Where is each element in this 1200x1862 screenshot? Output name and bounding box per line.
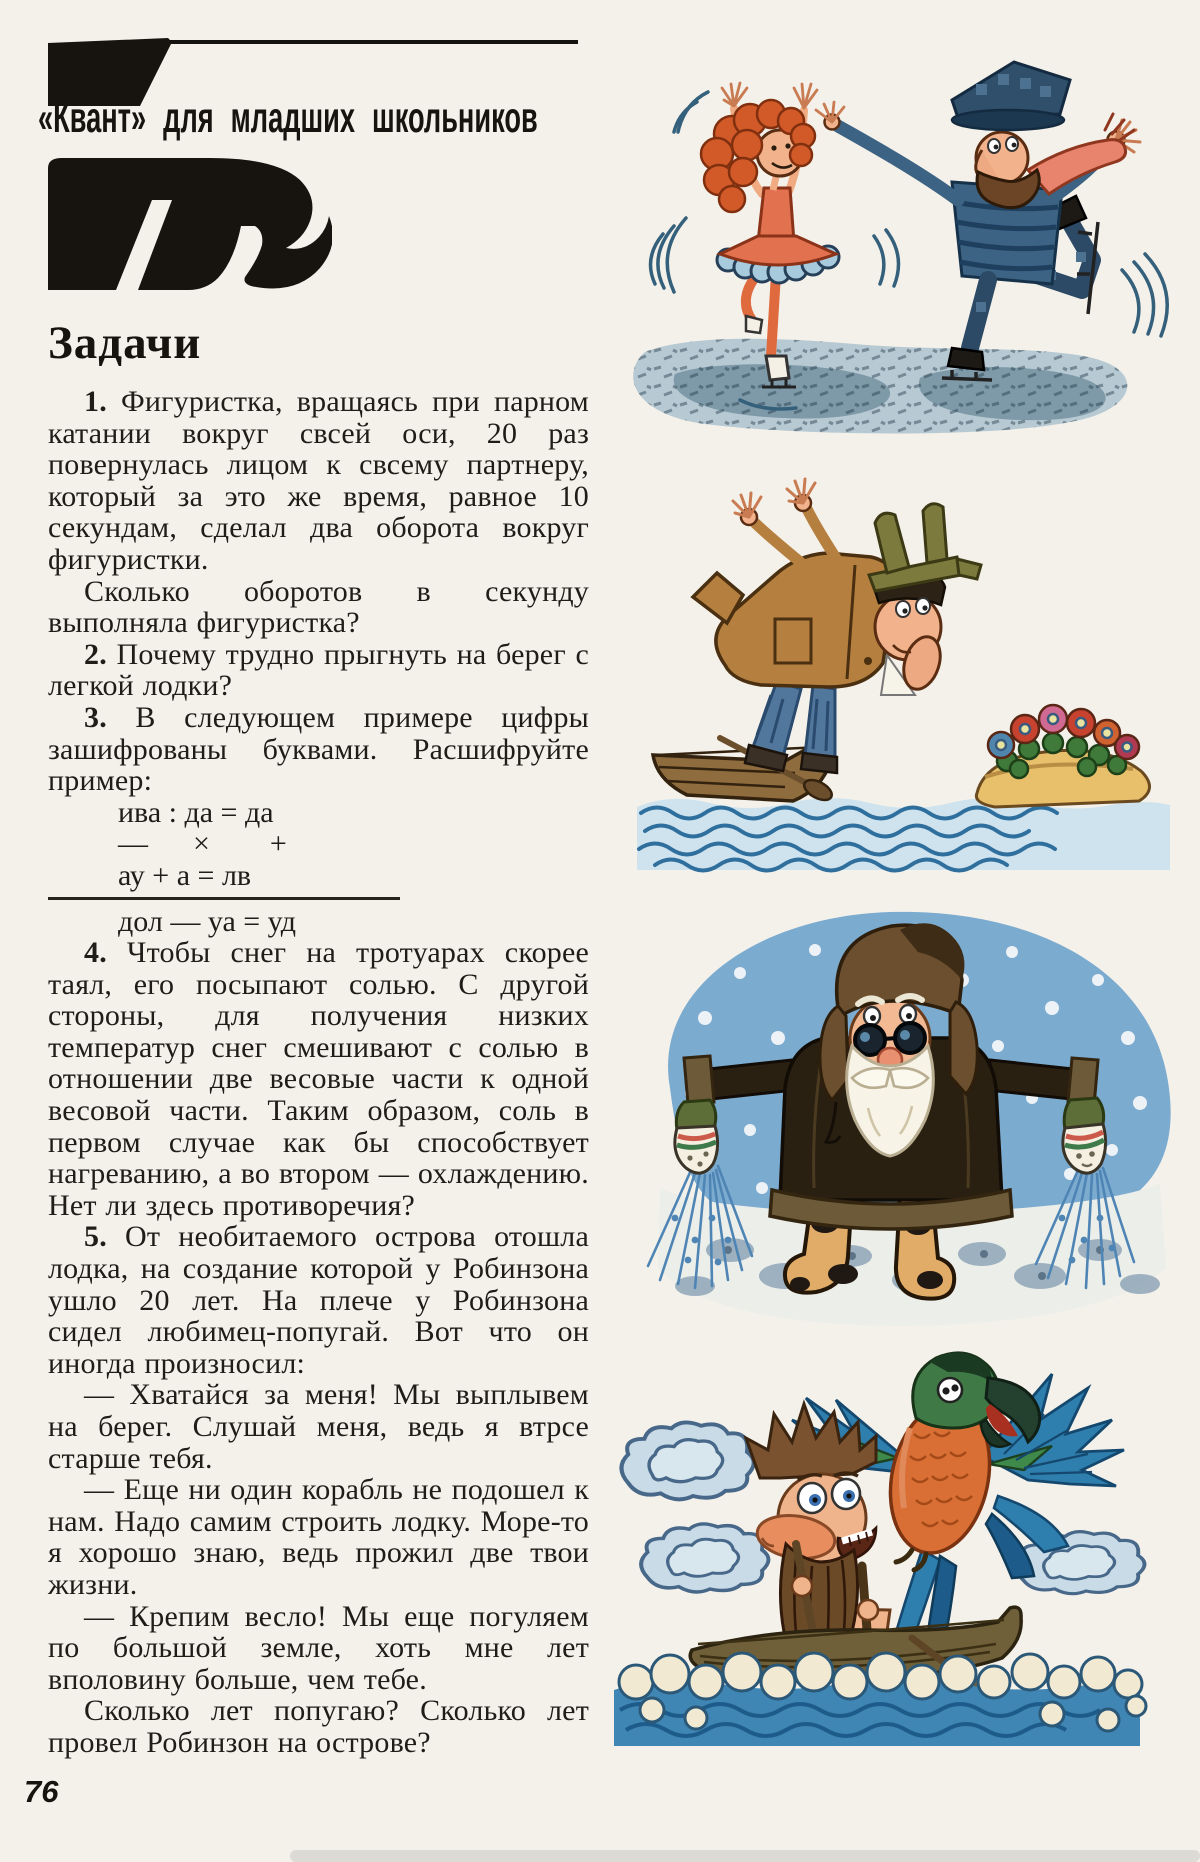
problem-number: 2. (84, 637, 107, 671)
problem-1-question: Сколько оборотов в секунду выполняла фигуристка? (48, 574, 589, 640)
mitten-right (1063, 1098, 1106, 1173)
illustration-frost-man (600, 888, 1185, 1338)
problem-5 (48, 1221, 589, 1379)
cipher-line: ау + а = лв (118, 858, 252, 892)
island (976, 705, 1149, 807)
kvant-logo-k-icon (48, 158, 332, 290)
problem-text: Чтобы снег на тротуарах скорее таял, его посыпают солью. С другой стороны, для получения низких температур снег смешивают с солью в отношении две весовые части к одной весовой части. Таким образом, соль в первом случае как бы способствует нагреванию, а во втором — охлаждению. Нет ли здесь противоречия? (48, 936, 589, 1222)
problem-text: От необитаемого острова отошла лодка, на создание которой у Робинзона ушло 20 лет. На плече у Робинзона сидел любимец-попугай. Вот что он иногда произносил: (48, 1220, 589, 1380)
problem-5-dialogue-2: — Еще ни один корабль не подошел к нам. Надо самим строить лодку. Море-то я хорошо знаю, ведь прожил две твои жизни. (48, 1473, 589, 1601)
illustration-robinson-parrot (600, 1338, 1185, 1768)
ice-rink (633, 339, 1127, 434)
problem-number: 5. (84, 1220, 107, 1254)
cipher-line: ива : да = да (118, 795, 274, 829)
text-column (48, 316, 589, 1759)
skater-man (816, 62, 1140, 380)
tutu (717, 236, 839, 283)
leaping-man (693, 479, 981, 773)
problem-4 (48, 937, 589, 1221)
problem-number: 3. (84, 700, 107, 734)
problem-text: Почему трудно прыгнуть на берег с легкой лодки? (48, 637, 589, 703)
illustration-boat-jump (625, 455, 1200, 875)
problem-text: Фигуристка, вращаясь при парном катании вокруг свсей оси, 20 раз повернулась лицом к свсему партнеру, который за это же время, равное 10 секундам, сделал два оборота вокруг фигуристки. (48, 385, 589, 576)
top-rule (168, 40, 578, 44)
section-title: Задачи (48, 317, 202, 369)
page-number: 76 (24, 1774, 59, 1809)
masthead-title: «Квант» для младших школьников (38, 94, 538, 142)
problem-3 (48, 702, 589, 797)
problem-5-dialogue-3: — Крепим весло! Мы еще погуляем по большой земле, хоть мне лет вполовину больше, чем тебе. (48, 1599, 589, 1696)
problem-text: В следующем примере цифры зашифрованы буквами. Расшифруйте пример: (48, 700, 589, 798)
problem-number: 4. (84, 936, 107, 970)
stormy-sea (614, 1653, 1146, 1746)
scan-artifact (290, 1850, 1200, 1862)
problem-2 (48, 639, 589, 702)
problem-5-dialogue-1: — Хватайся за меня! Мы выплывем на берег. Слушай меня, ведь я втрсе старше тебя. (48, 1378, 589, 1475)
problem-number: 1. (84, 385, 107, 418)
problem-1 (48, 386, 589, 576)
cipher-example (48, 797, 589, 937)
cipher-rule (48, 897, 400, 900)
cipher-operators-line: — × + (118, 827, 287, 861)
illustration-figure-skaters (600, 22, 1185, 442)
mitten-left (675, 1100, 718, 1173)
sea-waves (637, 798, 1170, 871)
problem-5-question: Сколько лет попугаю? Сколько лет провел Робинзон на острове? (48, 1694, 589, 1759)
cipher-line: дол — уа = уд (118, 904, 297, 938)
